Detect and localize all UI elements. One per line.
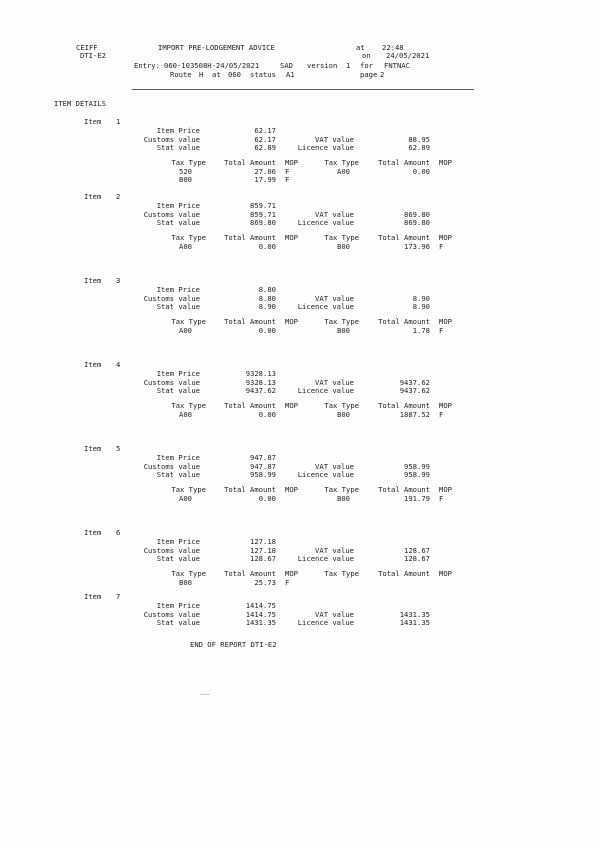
status-label: status <box>250 70 276 79</box>
tax-type-header: Tax Type <box>171 485 206 495</box>
licence-value-label: Licence value <box>297 302 354 312</box>
stat-value: 869.80 <box>250 218 276 228</box>
mop-header: MOP <box>285 158 298 168</box>
tax-amount: 27.06 <box>254 166 276 176</box>
customs-value-label: Customs value <box>143 461 200 471</box>
licence-value-label: Licence value <box>297 618 354 628</box>
tax-type-header: Tax Type <box>171 569 206 579</box>
item-price-value: 8.80 <box>258 285 276 294</box>
stat-value: 128.67 <box>250 554 276 564</box>
licence-value: 128.67 <box>404 554 430 564</box>
mop-header: MOP <box>439 569 452 579</box>
vat-value: 8.90 <box>412 293 430 303</box>
customs-value: 8.80 <box>258 293 276 303</box>
item-price-label: Item Price <box>156 201 200 210</box>
item-label: Item <box>84 592 102 601</box>
stat-value-label: Stat value <box>156 386 200 396</box>
item-label: Item <box>84 528 102 537</box>
entry-type: SAD <box>280 61 293 70</box>
total-amount-header: Total Amount <box>224 317 276 327</box>
item-number: 3 <box>116 276 121 285</box>
vat-value: 958.99 <box>404 461 430 471</box>
header-system-code: CEIFF <box>76 43 98 52</box>
page-number: 2 <box>380 70 385 79</box>
vat-value-label: VAT value <box>315 461 354 471</box>
customs-value-label: Customs value <box>143 377 200 387</box>
mop-header: MOP <box>439 233 452 243</box>
route-label: Route <box>170 70 192 79</box>
header-report-code: DTI-E2 <box>80 51 106 60</box>
vat-value: 88.95 <box>408 134 430 144</box>
total-amount-header: Total Amount <box>378 401 430 411</box>
header-time: 22:48 <box>382 43 404 52</box>
licence-value-label: Licence value <box>297 143 354 153</box>
stat-value-label: Stat value <box>156 218 200 228</box>
licence-value: 62.89 <box>408 143 430 153</box>
tax-type: A00 <box>179 325 192 335</box>
entry-value: 060-103508H-24/05/2021 <box>164 61 260 70</box>
customs-value: 947.87 <box>250 461 276 471</box>
mop-header: MOP <box>285 401 298 411</box>
vat-value-label: VAT value <box>315 609 354 619</box>
item-number: 4 <box>116 360 121 369</box>
mop-header: MOP <box>285 233 298 243</box>
tax-type: B00 <box>179 175 192 185</box>
tax-mop: F <box>439 493 444 503</box>
customs-value-label: Customs value <box>143 209 200 219</box>
stat-value-label: Stat value <box>156 143 200 153</box>
tax-type: B00 <box>337 241 350 251</box>
item-price-value: 9328.13 <box>245 369 276 378</box>
tax-amount: 173.96 <box>404 241 430 251</box>
tax-amount: 17.99 <box>254 175 276 185</box>
item-label: Item <box>84 444 102 453</box>
customs-value: 62.17 <box>254 134 276 144</box>
item-number: 6 <box>116 528 121 537</box>
stat-value-label: Stat value <box>156 470 200 480</box>
licence-value-label: Licence value <box>297 218 354 228</box>
vat-value-label: VAT value <box>315 209 354 219</box>
tax-amount: 1887.52 <box>399 409 430 419</box>
stat-value: 62.89 <box>254 143 276 153</box>
tax-type-header: Tax Type <box>324 401 359 411</box>
tax-type-header: Tax Type <box>171 401 206 411</box>
tax-type: A00 <box>179 409 192 419</box>
report-footer: END OF REPORT DTI-E2 <box>190 640 277 649</box>
item-price-label: Item Price <box>156 369 200 378</box>
item-number: 5 <box>116 444 121 453</box>
tax-type-header: Tax Type <box>324 317 359 327</box>
stat-value-label: Stat value <box>156 618 200 628</box>
total-amount-header: Total Amount <box>378 569 430 579</box>
total-amount-header: Total Amount <box>224 158 276 168</box>
version-label: version <box>307 61 338 70</box>
mop-header: MOP <box>285 569 298 579</box>
licence-value-label: Licence value <box>297 386 354 396</box>
tax-amount: 0.00 <box>258 241 276 251</box>
total-amount-header: Total Amount <box>224 485 276 495</box>
stat-value: 9437.62 <box>245 386 276 396</box>
item-price-value: 62.17 <box>254 126 276 135</box>
vat-value: 9437.62 <box>399 377 430 387</box>
tax-mop: F <box>439 325 444 335</box>
tax-mop: F <box>439 241 444 251</box>
item-price-value: 1414.75 <box>245 601 276 610</box>
licence-value: 8.90 <box>412 302 430 312</box>
customs-value: 1414.75 <box>245 609 276 619</box>
at-office-label: at <box>212 70 221 79</box>
tax-type: A00 <box>337 166 350 176</box>
stat-value-label: Stat value <box>156 554 200 564</box>
item-price-label: Item Price <box>156 453 200 462</box>
header-at-label: at <box>356 43 365 52</box>
item-price-label: Item Price <box>156 601 200 610</box>
tax-type-header: Tax Type <box>324 569 359 579</box>
tax-mop: F <box>285 175 290 185</box>
report-title: IMPORT PRE-LODGEMENT ADVICE <box>158 43 275 52</box>
vat-value-label: VAT value <box>315 293 354 303</box>
total-amount-header: Total Amount <box>378 317 430 327</box>
tax-amount: 1.78 <box>412 325 430 335</box>
scan-speck <box>200 694 210 695</box>
stat-value: 1431.35 <box>245 618 276 628</box>
item-price-label: Item Price <box>156 126 200 135</box>
tax-mop: F <box>285 166 290 176</box>
stat-value-label: Stat value <box>156 302 200 312</box>
stat-value: 8.90 <box>258 302 276 312</box>
tax-type: B00 <box>337 493 350 503</box>
entry-label: Entry: <box>134 61 160 70</box>
licence-value: 869.80 <box>404 218 430 228</box>
tax-type-header: Tax Type <box>171 317 206 327</box>
at-office-value: 060 <box>228 70 241 79</box>
tax-mop: F <box>285 577 290 587</box>
licence-value: 958.99 <box>404 470 430 480</box>
item-label: Item <box>84 360 102 369</box>
tax-type: A00 <box>179 241 192 251</box>
tax-type-header: Tax Type <box>171 158 206 168</box>
tax-type: B00 <box>179 577 192 587</box>
item-price-label: Item Price <box>156 537 200 546</box>
page-label: page <box>360 70 378 79</box>
section-title: ITEM DETAILS <box>54 99 106 108</box>
licence-value: 9437.62 <box>399 386 430 396</box>
item-number: 1 <box>116 117 121 126</box>
tax-type: B00 <box>337 409 350 419</box>
total-amount-header: Total Amount <box>224 401 276 411</box>
tax-type-header: Tax Type <box>171 233 206 243</box>
vat-value: 869.80 <box>404 209 430 219</box>
for-label: for <box>360 61 373 70</box>
total-amount-header: Total Amount <box>224 233 276 243</box>
mop-header: MOP <box>285 317 298 327</box>
vat-value: 128.67 <box>404 545 430 555</box>
tax-type-header: Tax Type <box>324 233 359 243</box>
customs-value-label: Customs value <box>143 545 200 555</box>
vat-value: 1431.35 <box>399 609 430 619</box>
tax-amount: 0.00 <box>258 409 276 419</box>
tax-type: 520 <box>179 166 192 176</box>
item-label: Item <box>84 276 102 285</box>
customs-value: 859.71 <box>250 209 276 219</box>
mop-header: MOP <box>439 401 452 411</box>
for-value: FNTNAC <box>384 61 410 70</box>
customs-value-label: Customs value <box>143 293 200 303</box>
version-value: 1 <box>346 61 351 70</box>
total-amount-header: Total Amount <box>224 569 276 579</box>
tax-amount: 191.79 <box>404 493 430 503</box>
licence-value: 1431.35 <box>399 618 430 628</box>
vat-value-label: VAT value <box>315 377 354 387</box>
tax-amount: 0.00 <box>258 325 276 335</box>
tax-type-header: Tax Type <box>324 158 359 168</box>
item-number: 7 <box>116 592 121 601</box>
tax-type: B00 <box>337 325 350 335</box>
mop-header: MOP <box>439 158 452 168</box>
mop-header: MOP <box>439 485 452 495</box>
tax-amount: 0.00 <box>258 493 276 503</box>
mop-header: MOP <box>439 317 452 327</box>
status-value: A1 <box>286 70 295 79</box>
tax-type: A00 <box>179 493 192 503</box>
stat-value: 958.99 <box>250 470 276 480</box>
header-divider <box>132 89 474 90</box>
customs-value-label: Customs value <box>143 134 200 144</box>
item-price-value: 859.71 <box>250 201 276 210</box>
tax-mop: F <box>439 409 444 419</box>
item-number: 2 <box>116 192 121 201</box>
item-price-value: 127.18 <box>250 537 276 546</box>
customs-value: 9328.13 <box>245 377 276 387</box>
customs-value: 127.18 <box>250 545 276 555</box>
customs-value-label: Customs value <box>143 609 200 619</box>
item-label: Item <box>84 117 102 126</box>
total-amount-header: Total Amount <box>378 158 430 168</box>
item-price-label: Item Price <box>156 285 200 294</box>
total-amount-header: Total Amount <box>378 485 430 495</box>
total-amount-header: Total Amount <box>378 233 430 243</box>
mop-header: MOP <box>285 485 298 495</box>
tax-type-header: Tax Type <box>324 485 359 495</box>
licence-value-label: Licence value <box>297 554 354 564</box>
vat-value-label: VAT value <box>315 545 354 555</box>
vat-value-label: VAT value <box>315 134 354 144</box>
tax-amount: 25.73 <box>254 577 276 587</box>
header-date: 24/05/2021 <box>386 51 430 60</box>
licence-value-label: Licence value <box>297 470 354 480</box>
item-label: Item <box>84 192 102 201</box>
route-value: H <box>199 70 204 79</box>
item-price-value: 947.87 <box>250 453 276 462</box>
tax-amount: 0.00 <box>412 166 430 176</box>
header-on-label: on <box>362 51 371 60</box>
